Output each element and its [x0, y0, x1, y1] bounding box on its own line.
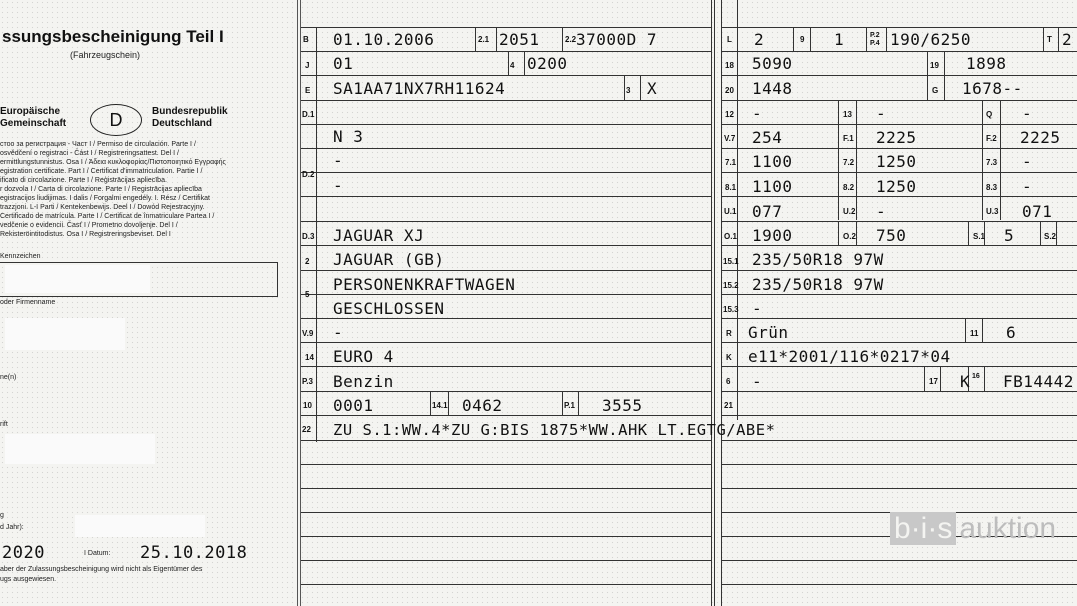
field-4-value: 0200: [527, 54, 568, 73]
grid-hline-right: [722, 415, 1077, 416]
grid-vline: [524, 51, 525, 75]
field-code-2-1: 2.1: [478, 35, 490, 44]
grid-hline-mid: [301, 124, 711, 125]
grid-vline: [838, 100, 839, 124]
field-2-2-value: 37000D 7: [576, 30, 658, 49]
grid-hline-mid: [301, 584, 711, 585]
grid-vline: [1000, 148, 1001, 172]
grid-hline-right: [722, 245, 1077, 246]
field-J-value: 01: [333, 54, 354, 73]
grid-vline: [982, 196, 983, 220]
field-code-S1: S.1: [973, 232, 986, 241]
field-code-L: L: [727, 35, 732, 44]
field-D2-line-1: N 3: [333, 127, 364, 146]
grid-hline-right: [722, 100, 1077, 101]
grid-vline: [982, 124, 983, 148]
field-11-value: 6: [1006, 323, 1017, 342]
field-code-U3: U.3: [986, 207, 999, 216]
field-code-14: 14: [305, 353, 314, 362]
field-code-7-1: 7.1: [725, 158, 737, 167]
field-R-value: Grün: [748, 323, 789, 342]
field-6-value: -: [752, 372, 763, 391]
grid-hline-mid: [301, 100, 711, 101]
grid-hline-right: [722, 75, 1077, 76]
field-7-3-value: -: [1022, 152, 1033, 171]
field-V9-value: -: [333, 323, 344, 342]
field-code-8-3: 8.3: [986, 183, 998, 192]
grid-hline-right: [722, 51, 1077, 52]
field-code-17: 17: [929, 377, 938, 386]
field-code-K: K: [726, 353, 732, 362]
field-13-value: -: [876, 104, 887, 123]
grid-vline: [856, 100, 857, 124]
field-7-1-value: 1100: [752, 152, 793, 171]
grid-hline-mid: [301, 75, 711, 76]
field-5-line-2: GESCHLOSSEN: [333, 299, 445, 318]
label-jahr: d Jahr):: [0, 524, 24, 531]
datum-value: 25.10.2018: [140, 543, 248, 563]
grid-vline: [448, 391, 449, 415]
grid-hline-mid: [301, 440, 711, 441]
grid-hline-mid: [301, 488, 711, 489]
field-P3-value: Benzin: [333, 372, 394, 391]
field-15-2-value: 235/50R18 97W: [752, 275, 884, 294]
grid-hline-mid: [301, 294, 711, 295]
redacted-address: [5, 434, 155, 464]
grid-vline: [1000, 196, 1001, 220]
grid-vline: [1056, 221, 1057, 245]
panel-divider-mid: [711, 0, 712, 606]
panel-divider-mid-2: [714, 0, 715, 606]
multilang-line: trazzjoni. L-I Parti / Kentekenbewijs. Deel I / Dowód Rejestracyjny.: [0, 204, 205, 211]
field-U3-value: 071: [1022, 202, 1053, 221]
field-code-10: 10: [303, 401, 312, 410]
grid-hline-right: [722, 464, 1077, 465]
field-P2P4-value: 190/6250: [890, 30, 972, 49]
grid-vline: [1000, 124, 1001, 148]
field-15-1-value: 235/50R18 97W: [752, 250, 884, 269]
field-14-1-value: 0462: [462, 396, 503, 415]
field-code-P3: P.3: [302, 377, 313, 386]
field-code-19: 19: [930, 61, 939, 70]
footer-line-1: aber der Zulassungsbescheinigung wird nicht als Eigentümer des: [0, 566, 203, 573]
grid-vline: [982, 318, 983, 342]
grid-vline: [940, 366, 941, 391]
eu-label: Europäische Gemeinschaft: [0, 106, 67, 129]
field-code-U1: U.1: [724, 207, 737, 216]
field-18-value: 5090: [752, 54, 793, 73]
multilang-block: [0, 140, 290, 239]
grid-vline: [982, 172, 983, 196]
panel-divider-mid-3: [721, 0, 722, 606]
grid-hline-mid: [301, 27, 711, 28]
field-3-value: X: [647, 79, 658, 98]
grid-vline: [1040, 221, 1041, 245]
grid-hline-right: [722, 294, 1077, 295]
country-name: Bundesrepublik Deutschland: [152, 106, 228, 129]
field-code-3: 3: [626, 86, 631, 95]
label-firmenname: oder Firmenname: [0, 299, 56, 306]
field-code-15-3: 15.3: [723, 305, 739, 314]
grid-vline: [430, 391, 431, 415]
grid-hline-right: [722, 221, 1077, 222]
multilang-line: osvědčení o registraci - Část I / Registreringsattest. Del I /: [0, 150, 179, 157]
field-F2-value: 2225: [1020, 128, 1061, 147]
field-2-value: JAGUAR (GB): [333, 250, 445, 269]
field-5-line-1: PERSONENKRAFTWAGEN: [333, 275, 516, 294]
field-7-2-value: 1250: [876, 152, 917, 171]
grid-vline: [866, 27, 867, 51]
field-code-11: 11: [970, 329, 979, 338]
field-code-F1: F.1: [843, 134, 854, 143]
field-U1-value: 077: [752, 202, 783, 221]
field-code-Q: Q: [986, 110, 993, 119]
multilang-line: ermittlungstunnistus. Osa I / Άδεια κυκλοφορίας/Πιστοποιητικό Εγγραφής: [0, 159, 226, 166]
field-D2-line-2: -: [333, 151, 344, 170]
grid-vline: [578, 391, 579, 415]
field-code-12: 12: [725, 110, 734, 119]
field-code-2-2: 2.2: [565, 35, 577, 44]
datum-label: I Datum:: [84, 550, 111, 557]
field-8-2-value: 1250: [876, 177, 917, 196]
grid-hline-mid: [301, 391, 711, 392]
field-code-D3: D.3: [302, 232, 315, 241]
field-code-18: 18: [725, 61, 734, 70]
field-15-3-value: -: [752, 299, 763, 318]
watermark-auktion: auktion: [959, 512, 1057, 545]
grid-vline: [1000, 100, 1001, 124]
field-8-3-value: -: [1022, 177, 1033, 196]
grid-vline: [793, 27, 794, 51]
grid-vline: [856, 172, 857, 196]
grid-hline-right: [722, 27, 1077, 28]
field-code-13: 13: [843, 110, 852, 119]
grid-vline: [475, 27, 476, 51]
grid-hline-right: [722, 148, 1077, 149]
field-16-value: FB14442: [1003, 372, 1074, 391]
panel-divider-left: [297, 0, 298, 606]
field-O2-value: 750: [876, 226, 907, 245]
field-code-22: 22: [302, 425, 311, 434]
field-G-value: 1678--: [962, 79, 1023, 98]
field-P1-value: 3555: [602, 396, 643, 415]
grid-hline-mid: [301, 270, 711, 271]
field-code-4: 4: [510, 61, 515, 70]
document-title: ssungsbescheinigung Teil I: [2, 27, 224, 46]
grid-vline: [1000, 172, 1001, 196]
multilang-line: egistracijos liudijimas. I dalis / Forgalmi engedély. I. Rész / Certifikat: [0, 195, 210, 202]
grid-vline: [984, 366, 985, 391]
grid-vline: [838, 148, 839, 172]
field-code-16: 16: [972, 373, 980, 380]
grid-hline-right: [722, 488, 1077, 489]
document-subtitle: (Fahrzeugschein): [70, 50, 141, 60]
grid-vline: [968, 221, 969, 245]
grid-vline: [982, 100, 983, 124]
grid-vline: [927, 51, 928, 100]
grid-hline-mid: [301, 196, 711, 197]
field-code-T: T: [1047, 35, 1052, 44]
grid-vline: [886, 27, 887, 51]
field-code-J: J: [305, 61, 310, 70]
grid-hline-right: [722, 584, 1077, 585]
grid-hline-mid: [301, 560, 711, 561]
field-code-F2: F.2: [986, 134, 997, 143]
field-14-value: EURO 4: [333, 347, 394, 366]
field-code-V9: V.9: [302, 329, 314, 338]
field-code-V7: V.7: [724, 134, 736, 143]
multilang-line: egistration certificate. Part I / Certificat d'immatriculation. Partie I /: [0, 168, 203, 175]
footer-line-2: ugs ausgewiesen.: [0, 576, 57, 583]
grid-vline: [562, 391, 563, 415]
grid-hline-right: [722, 440, 1077, 441]
grid-hline-mid: [301, 342, 711, 343]
field-code-E: E: [305, 86, 311, 95]
field-code-D2: D.2: [302, 170, 315, 179]
grid-vline: [562, 27, 563, 51]
field-code-6: 6: [726, 377, 731, 386]
grid-vline: [982, 148, 983, 172]
grid-vline: [856, 221, 857, 245]
field-code-R: R: [726, 329, 732, 338]
grid-vline: [838, 172, 839, 196]
multilang-line: Certificado de matrícula. Parte I / Certificat de înmatriculare Partea I /: [0, 213, 215, 220]
grid-vline: [965, 318, 966, 342]
country-letter: D: [109, 110, 123, 130]
watermark-bis: b·i·s: [890, 512, 956, 545]
grid-vline: [1043, 27, 1044, 51]
label-kennzeichen: Kennzeichen: [0, 253, 41, 260]
grid-vline: [838, 196, 839, 220]
grid-hline-right: [722, 124, 1077, 125]
grid-hline-mid: [301, 366, 711, 367]
field-Q-value: -: [1022, 104, 1033, 123]
field-D3-value: JAGUAR XJ: [333, 226, 425, 245]
grid-vline: [810, 27, 811, 51]
redacted-kennzeichen: [5, 265, 150, 293]
field-T-value: 2: [1062, 30, 1073, 49]
grid-hline-mid: [301, 221, 711, 222]
field-code-21: 21: [724, 401, 733, 410]
field-U2-value: -: [876, 202, 887, 221]
field-D2-line-3: -: [333, 176, 344, 195]
field-code-P1: P.1: [564, 401, 575, 410]
field-code-8-2: 8.2: [843, 183, 855, 192]
field-code-14-1: 14.1: [432, 401, 448, 410]
grid-hline-mid: [301, 512, 711, 513]
field-code-U2: U.2: [843, 207, 856, 216]
country-oval: [90, 104, 142, 136]
field-code-G: G: [932, 86, 939, 95]
field-code-8-1: 8.1: [725, 183, 737, 192]
grid-vline: [856, 196, 857, 220]
field-code-9: 9: [800, 35, 805, 44]
grid-hline-mid: [301, 51, 711, 52]
grid-hline-mid: [301, 245, 711, 246]
grid-hline-right: [722, 391, 1077, 392]
grid-vline: [624, 75, 625, 100]
field-code-7-3: 7.3: [986, 158, 998, 167]
grid-hline-mid: [301, 318, 711, 319]
panel-divider-left-2: [300, 0, 301, 606]
field-19-value: 1898: [966, 54, 1007, 73]
field-22-value: ZU S.1:WW.4*ZU G:BIS 1875*WW.AHK LT.EGTG/ABE*: [333, 421, 776, 439]
field-2-1-value: 2051: [499, 30, 540, 49]
grid-hline-right: [722, 366, 1077, 367]
field-F1-value: 2225: [876, 128, 917, 147]
field-K-value: e11*2001/116*0217*04: [748, 347, 951, 366]
field-code-5: 5: [305, 290, 310, 299]
field-E-value: SA1AA71NX7RH11624: [333, 79, 506, 98]
field-O1-value: 1900: [752, 226, 793, 245]
grid-vline: [496, 27, 497, 51]
grid-hline-right: [722, 196, 1077, 197]
field-20-value: 1448: [752, 79, 793, 98]
field-code-15-2: 15.2: [723, 281, 739, 290]
grid-vline: [640, 75, 641, 100]
grid-vline: [508, 51, 509, 75]
field-code-P2P4: P.2 P.4: [870, 32, 880, 47]
panel-divider-mid-4: [737, 0, 738, 420]
grid-hline-right: [722, 342, 1077, 343]
field-code-2: 2: [305, 257, 310, 266]
label-name: ne(n): [0, 374, 17, 381]
grid-vline: [924, 366, 925, 391]
field-code-15-1: 15.1: [723, 257, 739, 266]
field-code-7-2: 7.2: [843, 158, 855, 167]
field-L-value: 2: [754, 30, 765, 49]
field-10-value: 0001: [333, 396, 374, 415]
label-b: g: [0, 512, 4, 519]
grid-vline: [1058, 27, 1059, 51]
field-code-S2: S.2: [1044, 232, 1057, 241]
grid-vline: [856, 148, 857, 172]
field-code-D1: D.1: [302, 110, 315, 119]
field-code-O2: O.2: [843, 232, 856, 241]
grid-hline-right: [722, 172, 1077, 173]
multilang-line: ificato di circolazione. Parte I / Reģistrācijas apliecība.: [0, 177, 167, 184]
grid-hline-mid: [301, 536, 711, 537]
hu-date: 2020: [2, 543, 45, 563]
redacted-name: [5, 318, 125, 350]
watermark: [890, 512, 1056, 546]
grid-hline-mid: [301, 172, 711, 173]
grid-vline-code: [316, 27, 317, 442]
field-12-value: -: [752, 104, 763, 123]
multilang-line: стоо за регистрация - Част I / Permiso de circulación. Parte I /: [0, 141, 196, 148]
grid-hline-mid: [301, 464, 711, 465]
redacted-date: [75, 515, 205, 537]
multilang-line: r dozvola I / Carta di circolazione. Parte I / Registrācijas apliecība: [0, 186, 202, 193]
grid-hline-right: [722, 318, 1077, 319]
field-code-B: B: [303, 35, 309, 44]
field-code-20: 20: [725, 86, 734, 95]
left-panel: [0, 0, 295, 606]
grid-vline: [838, 221, 839, 245]
field-17-value: K: [960, 372, 971, 391]
field-code-O1: O.1: [724, 232, 737, 241]
grid-hline-right: [722, 270, 1077, 271]
grid-vline: [838, 124, 839, 148]
multilang-line: vedčenie o evidencii. Časť I / Prometno dovoljenje. Del I /: [0, 222, 178, 229]
grid-hline-right: [722, 560, 1077, 561]
field-B-value: 01.10.2006: [333, 30, 435, 49]
field-V7-value: 254: [752, 128, 783, 147]
grid-vline: [856, 124, 857, 148]
label-rift: rift: [0, 421, 8, 428]
field-9-value: 1: [834, 30, 845, 49]
grid-vline: [944, 51, 945, 100]
grid-hline-mid: [301, 148, 711, 149]
field-8-1-value: 1100: [752, 177, 793, 196]
multilang-line: Rekisteröintitodistus. Osa I / Registreringsbeviset. Del I: [0, 231, 171, 238]
grid-hline-mid: [301, 415, 711, 416]
field-S1-value: 5: [1004, 226, 1015, 245]
